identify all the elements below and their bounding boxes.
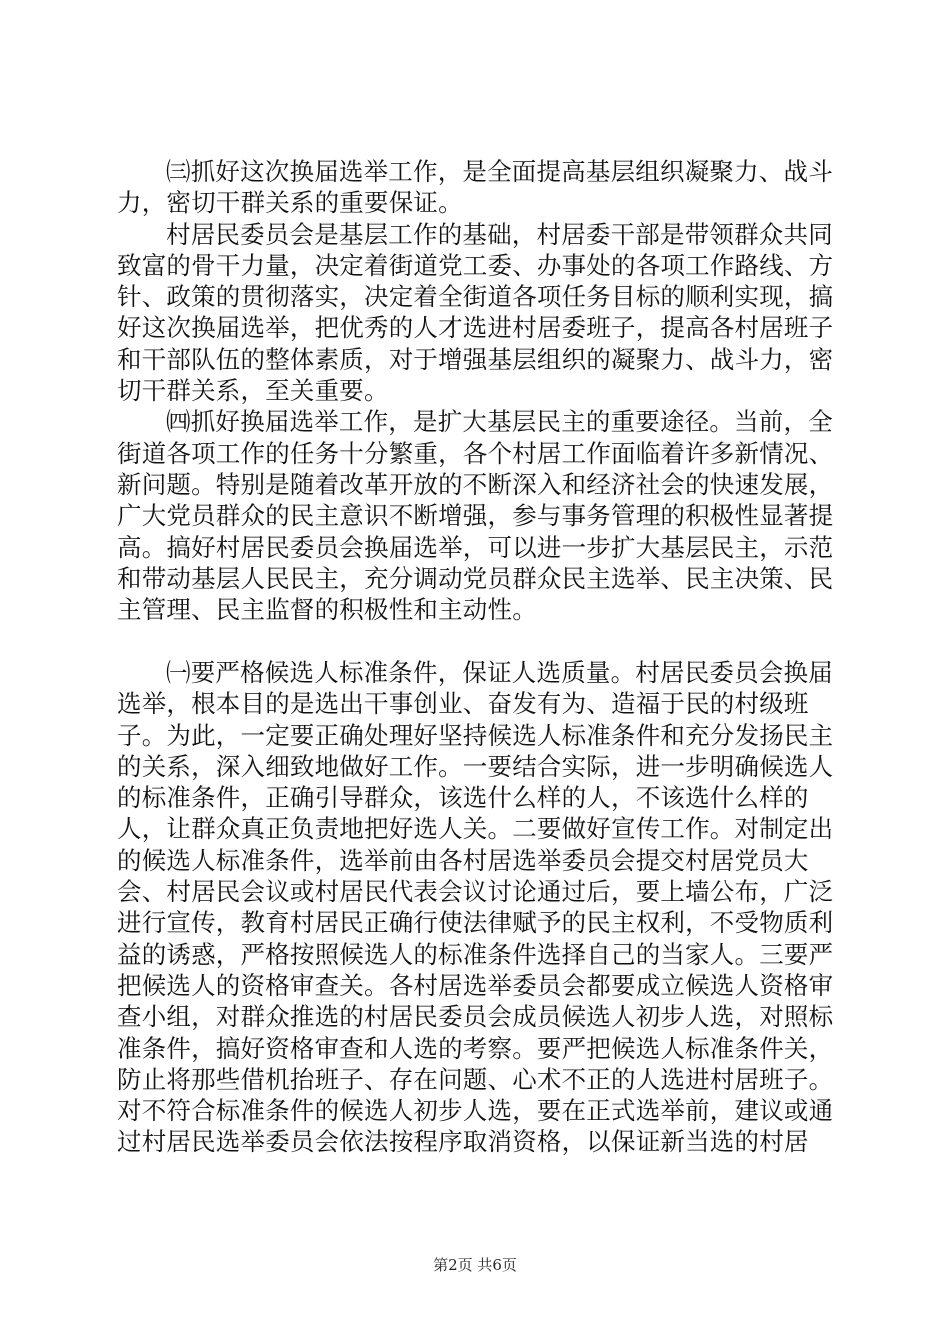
paragraph-candidate-standards: ㈠要严格候选人标准条件，保证人选质量。村居民委员会换届选举，根本目的是选出干事创业、奋发有为、造福于民的村级班子。为此，一定要正确处理好坚持候选人标准条件和充分发扬民主的关系，深入细致地做好工作。一要结合实际，进一步明确候选人的标准条件，正确引导群众，该选什么样的人，不该选什么样的人，让群众真正负责地把好选人关。二要做好宣传工作。对制定出的候选人标准条件，选举前由各村居选举委员会提交村居党员大会、村居民会议或村居民代表会议讨论通过后，要上墙公布，广泛进行宣传，教育村居民正确行使法律赋予的民主权利，不受物质利益的诱惑，严格按照候选人的标准条件选择自己的当家人。三要严把候选人的资格审查关。各村居选举委员会都要成立候选人资格审查小组，对群众推选的村居民委员会成员候选人初步人选，对照标准条件，搞好资格审查和人选的考察。要严把候选人标准条件关，防止将那些借机抬班子、存在问题、心术不正的人选进村居班子。对不符合标准条件的候选人初步人选，要在正式选举前，建议或通过村居民选举委员会依法按程序取消资格，以保证新当选的村居: [117, 658, 834, 1157]
section-b-text: [117, 657, 857, 1158]
page-number-footer: 第2页 共6页: [433, 1256, 517, 1274]
paragraph-4: ㈣抓好换届选举工作，是扩大基层民主的重要途径。当前，全街道各项工作的任务十分繁重，各个村居工作面临着许多新情况、新问题。特别是随着改革开放的不断深入和经济社会的快速发展，广大党员群众的民主意识不断增强，参与事务管理的积极性显著提高。搞好村居民委员会换届选举，可以进一步扩大基层民主，示范和带动基层人民民主，充分调动党员群众民主选举、民主决策、民主管理、民主监督的积极性和主动性。: [117, 407, 834, 625]
paragraph-village-committee: 村居民委员会是基层工作的基础，村居委干部是带领群众共同致富的骨干力量，决定着街道党工委、办事处的各项工作路线、方针、政策的贯彻落实，决定着全街道各项任务目标的顺利实现，搞好这次换届选举，把优秀的人才选进村居委班子，提高各村居班子和干部队伍的整体素质，对于增强基层组织的凝聚力、战斗力，密切干群关系，至关重要。: [117, 219, 834, 406]
section-a-text: [117, 156, 857, 625]
paragraph-2: ㈢抓好这次换届选举工作，是全面提高基层组织凝聚力、战斗力，密切干群关系的重要保证。: [117, 157, 833, 218]
